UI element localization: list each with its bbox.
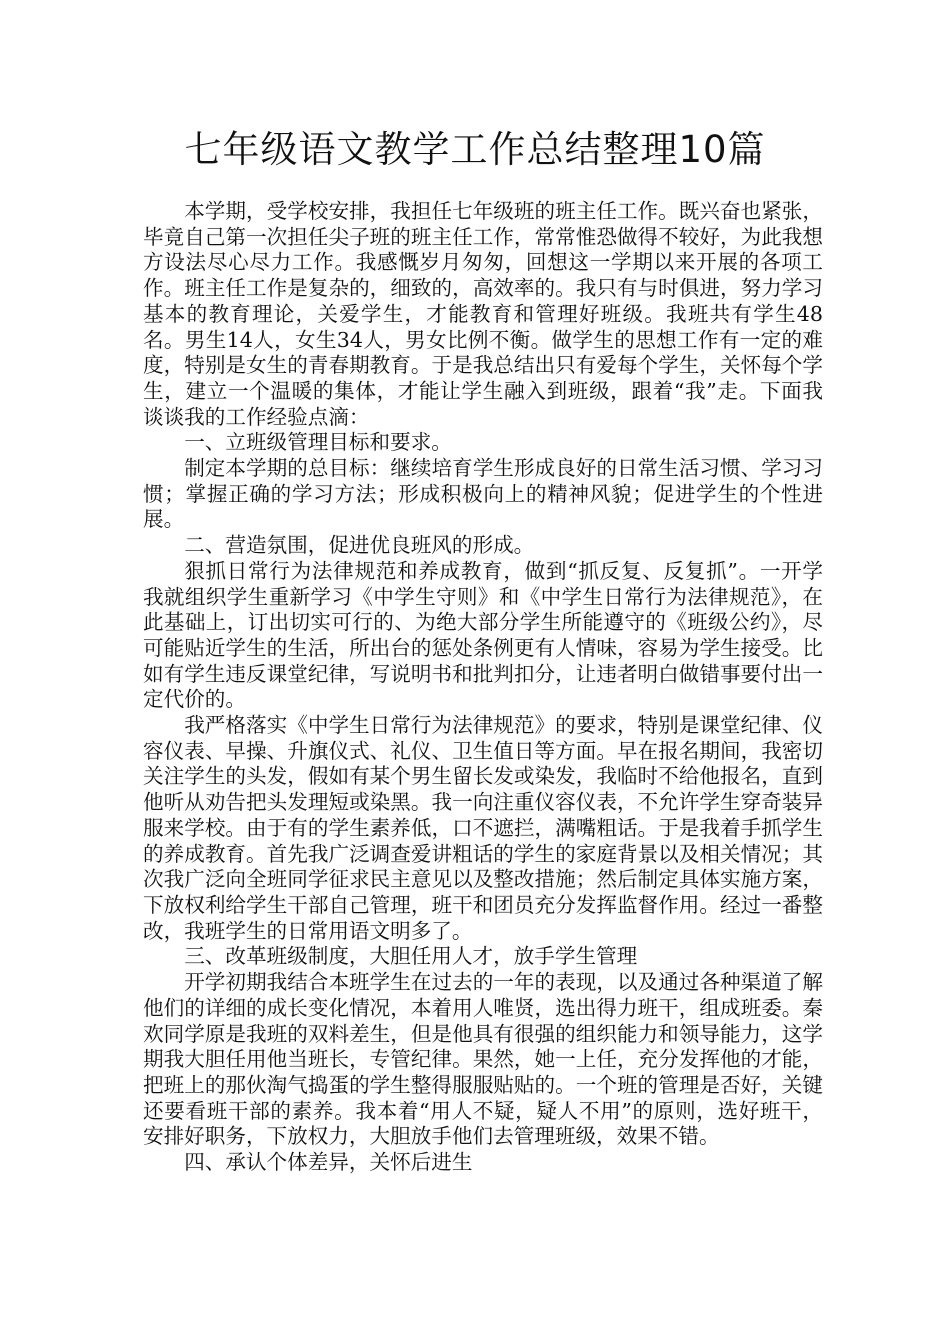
section-heading-2: 二、营造氛围，促进优良班风的形成。 [184,533,535,558]
section-heading-1: 一、立班级管理目标和要求。 [184,430,452,455]
intro-paragraph: 本学期，受学校安排，我担任七年级班的班主任工作。既兴奋也紧张，毕竟自己第一次担任尖子班的班主任工作，常常惟恐做得不较好，为此我想方设法尽心尽力工作。我感慨岁月匆匆，回想这一学期以来开展的各项工作。班主任工作是复杂的，细致的，高效率的。我只有与时俱进，努力学习基本的教育理论，关爱学生，才能教育和管理好班级。我班共有学生48名。男生14人，女生34人，男女比例不衡。做学生的思想工作有一定的难度，特别是女生的青春期教育。于是我总结出只有爱每个学生，关怀每个学生，建立一个温暖的集体，才能让学生融入到班级，跟着“我”走。下面我谈谈我的工作经验点滴： [143,199,823,429]
body-paragraph: 我严格落实《中学生日常行为法律规范》的要求，特别是课堂纪律、仪容仪表、早操、升旗仪式、礼仪、卫生值日等方面。早在报名期间，我密切关注学生的头发，假如有某个男生留长发或染发，我临时不给他报名，直到他听从劝告把头发理短或染黑。我一向注重仪容仪表，不允许学生穿奇装异服来学校。由于有的学生素养低，口不遮拦，满嘴粗话。于是我着手抓学生的养成教育。首先我广泛调查爱讲粗话的学生的家庭背景以及相关情况；其次我广泛向全班同学征求民主意见以及整改措施；然后制定具体实施方案，下放权利给学生干部自己管理，班干和团员充分发挥监督作用。经过一番整改，我班学生的日常用语文明多了。 [143,713,823,943]
section-heading-4: 四、承认个体差异，关怀后进生 [184,1150,473,1175]
body-paragraph: 开学初期我结合本班学生在过去的一年的表现，以及通过各种渠道了解他们的详细的成长变化情况，本着用人唯贤，选出得力班干，组成班委。秦欢同学原是我班的双料差生，但是他具有很强的组织能力和领导能力，这学期我大胆任用他当班长，专管纪律。果然，她一上任，充分发挥他的才能，把班上的那伙淘气捣蛋的学生整得服服贴贴的。一个班的管理是否好，关键还要看班干部的素养。我本着“用人不疑，疑人不用”的原则，选好班干，安排好职务，下放权力，大胆放手他们去管理班级，效果不错。 [143,970,823,1149]
document-body [143,199,823,1176]
section-heading-3: 三、改革班级制度，大胆任用人才，放手学生管理 [184,944,638,969]
body-paragraph: 狠抓日常行为法律规范和养成教育，做到“抓反复、反复抓”。一开学我就组织学生重新学习《中学生守则》和《中学生日常行为法律规范》，在此基础上，订出切实可行的、为绝大部分学生所能遵守的《班级公约》，尽可能贴近学生的生活，所出台的惩处条例更有人情味，容易为学生接受。比如有学生违反课堂纪律，写说明书和批判扣分，让违者明白做错事要付出一定代价的。 [143,558,823,712]
body-paragraph: 制定本学期的总目标：继续培育学生形成良好的日常生活习惯、学习习惯；掌握正确的学习方法；形成积极向上的精神风貌；促进学生的个性进展。 [143,456,823,532]
document-title: 七年级语文教学工作总结整理10篇 [184,128,766,171]
